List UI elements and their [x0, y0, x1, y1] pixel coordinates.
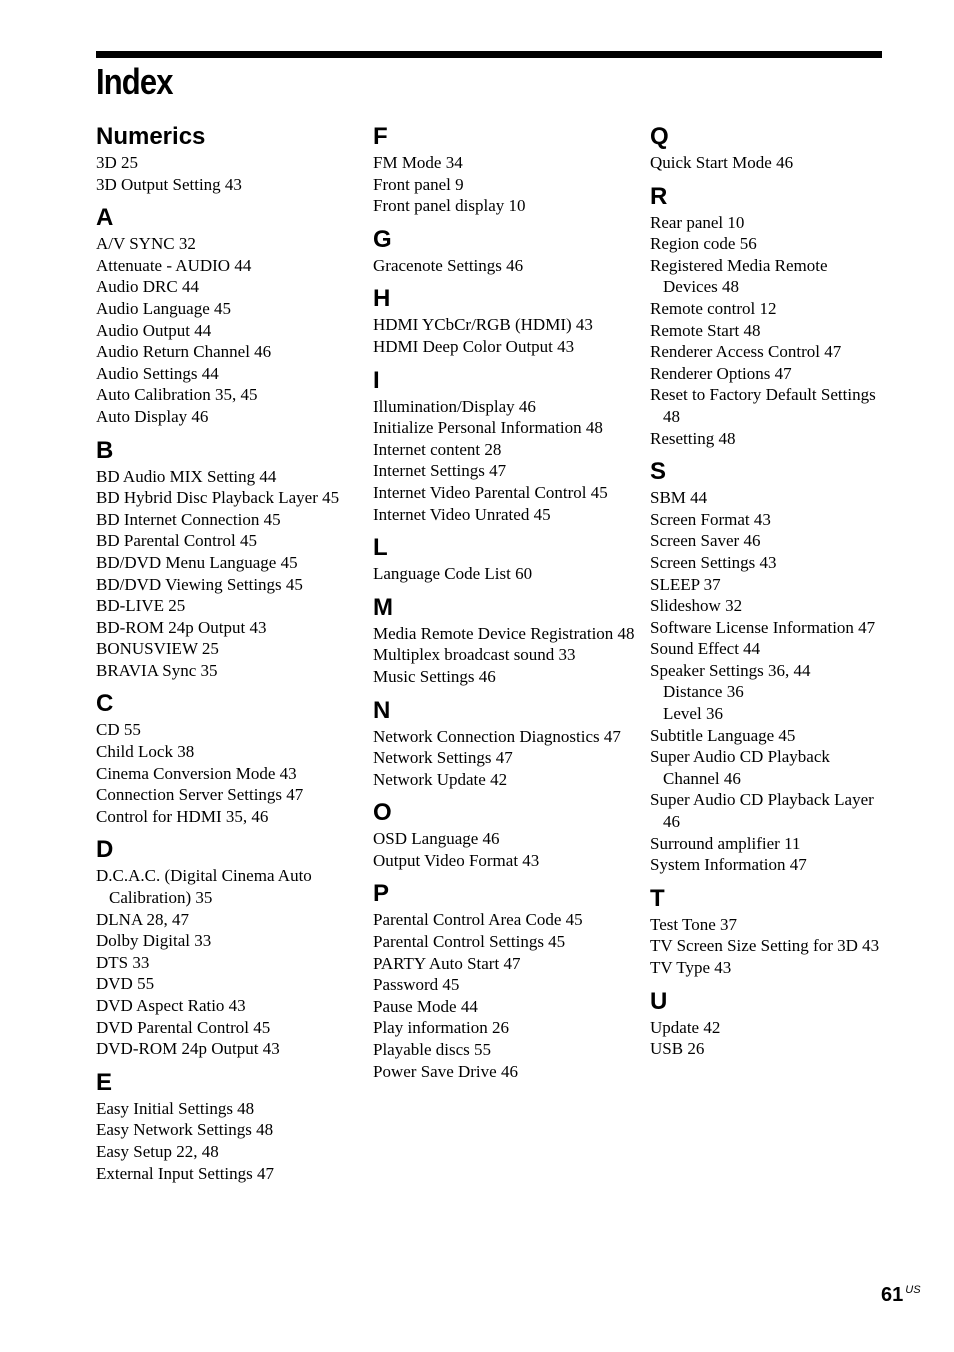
- index-entry: Pause Mode 44: [373, 996, 478, 1016]
- index-entry: Attenuate - AUDIO 44: [96, 255, 252, 275]
- index-entry: TV Screen Size Setting for 3D 43: [650, 936, 880, 956]
- index-entry: DVD 55: [96, 974, 155, 994]
- index-entry: Control for HDMI 35, 46: [96, 806, 269, 826]
- index-entry: Easy Initial Settings 48: [96, 1098, 255, 1118]
- index-section: [373, 877, 635, 1082]
- section-heading: F: [373, 123, 388, 150]
- index-entry: Child Lock 38: [96, 742, 195, 762]
- index-section: [650, 120, 882, 174]
- index-entry: Sound Effect 44: [650, 639, 761, 659]
- index-entry: HDMI YCbCr/RGB (HDMI) 43: [373, 315, 593, 335]
- section-heading: Q: [650, 123, 669, 150]
- index-entry: BD/DVD Menu Language 45: [96, 552, 298, 572]
- index-section: [373, 282, 635, 357]
- index-entry: CD 55: [96, 720, 141, 740]
- section-heading: P: [373, 880, 390, 908]
- index-entry: Parental Control Settings 45: [373, 932, 566, 952]
- index-entry: Subtitle Language 45: [650, 725, 796, 745]
- index-entry: SBM 44: [650, 488, 708, 508]
- index-entry: Audio DRC 44: [96, 277, 199, 297]
- index-section: [96, 201, 358, 427]
- index-entry: Renderer Options 47: [650, 363, 792, 383]
- index-entry: USB 26: [650, 1039, 705, 1059]
- index-entry: Resetting 48: [650, 428, 736, 448]
- index-entry: Parental Control Area Code 45: [373, 910, 583, 930]
- index-entry: Power Save Drive 46: [373, 1061, 518, 1081]
- index-entry: Network Update 42: [373, 769, 508, 789]
- index-entry: Internet Video Parental Control 45: [373, 482, 608, 502]
- index-entry: Network Connection Diagnostics 47: [373, 726, 621, 746]
- index-entry: Media Remote Device Registration 48: [373, 623, 635, 643]
- index-entry: Easy Setup 22, 48: [96, 1141, 219, 1161]
- index-column-2: [373, 120, 635, 1088]
- index-entry: BRAVIA Sync 35: [96, 660, 218, 680]
- index-entry: Audio Settings 44: [96, 363, 219, 383]
- index-section: [373, 591, 635, 688]
- index-section: [650, 882, 882, 979]
- index-column-1: [96, 120, 358, 1190]
- index-entry: Internet Video Unrated 45: [373, 504, 551, 524]
- index-entry: Front panel 9: [373, 174, 464, 194]
- index-entry: BD/DVD Viewing Settings 45: [96, 574, 303, 594]
- index-entry: Quick Start Mode 46: [650, 153, 794, 172]
- section-heading: E: [96, 1068, 113, 1096]
- index-section: [373, 694, 635, 791]
- index-section: [96, 687, 358, 827]
- section-heading: H: [373, 285, 391, 313]
- section-heading: Numerics: [96, 123, 206, 150]
- index-entry: Network Settings 47: [373, 748, 513, 768]
- index-entry: TV Type 43: [650, 958, 732, 977]
- index-entry: Auto Calibration 35, 45: [96, 385, 258, 405]
- section-heading: U: [650, 987, 668, 1015]
- index-entry: Front panel display 10: [373, 196, 526, 216]
- section-heading: S: [650, 458, 667, 486]
- index-entry: Region code 56: [650, 234, 757, 254]
- index-entry: Playable discs 55: [373, 1040, 492, 1060]
- index-entry: Connection Server Settings 47: [96, 785, 304, 805]
- index-entry: PARTY Auto Start 47: [373, 953, 521, 973]
- page-title: Index: [96, 61, 173, 102]
- index-section: [96, 120, 358, 195]
- index-entry: Super Audio CD Playback Channel 46: [650, 747, 830, 788]
- section-heading: D: [96, 836, 114, 864]
- section-heading: A: [96, 204, 114, 232]
- index-entry: Remote control 12: [650, 298, 777, 318]
- title-rule: [96, 51, 882, 58]
- index-entry: Cinema Conversion Mode 43: [96, 763, 297, 783]
- section-heading: C: [96, 690, 114, 718]
- index-entry: 3D 25: [96, 153, 139, 172]
- index-entry: Internet content 28: [373, 439, 502, 459]
- index-section: [373, 796, 635, 871]
- index-entry: DVD Aspect Ratio 43: [96, 996, 246, 1015]
- index-entry: BD Parental Control 45: [96, 531, 258, 551]
- index-entry: Rear panel 10: [650, 212, 745, 232]
- index-column-3: [650, 120, 882, 1066]
- index-entry: Renderer Access Control 47: [650, 342, 842, 362]
- index-entry: Slideshow 32: [650, 596, 743, 616]
- index-section: [650, 985, 882, 1060]
- section-heading: N: [373, 696, 391, 724]
- section-heading: M: [373, 593, 393, 621]
- index-entry: SLEEP 37: [650, 574, 721, 594]
- index-entry: Test Tone 37: [650, 914, 738, 934]
- section-heading: L: [373, 534, 388, 562]
- index-entry: Password 45: [373, 975, 460, 995]
- index-entry: Super Audio CD Playback Layer 46: [650, 790, 874, 832]
- index-entry: DTS 33: [96, 952, 150, 972]
- section-heading: T: [650, 884, 665, 912]
- index-entry: BD-LIVE 25: [96, 596, 186, 616]
- index-entry: Surround amplifier 11: [650, 833, 801, 853]
- index-entry: Speaker Settings 36, 44: [650, 660, 811, 680]
- index-entry: Screen Settings 43: [650, 552, 777, 572]
- index-entry: Distance 36: [663, 682, 744, 702]
- index-entry: HDMI Deep Color Output 43: [373, 336, 575, 356]
- section-heading: G: [373, 225, 392, 253]
- index-entry: BONUSVIEW 25: [96, 639, 219, 659]
- index-entry: BD Internet Connection 45: [96, 509, 281, 529]
- page-number-value: 61: [881, 1284, 904, 1306]
- index-entry: Level 36: [663, 704, 723, 724]
- index-section: [373, 223, 635, 277]
- index-entry: Easy Network Settings 48: [96, 1120, 274, 1140]
- section-heading: O: [373, 799, 392, 827]
- index-entry: BD Audio MIX Setting 44: [96, 466, 277, 486]
- index-entry: Audio Output 44: [96, 320, 212, 340]
- index-section: [96, 434, 358, 682]
- index-entry: Screen Saver 46: [650, 531, 761, 551]
- index-section: [650, 455, 882, 876]
- index-entry: Play information 26: [373, 1018, 509, 1038]
- index-entry: OSD Language 46: [373, 829, 500, 849]
- index-section: [373, 364, 635, 526]
- index-section: [96, 1066, 358, 1184]
- index-entry: Audio Return Channel 46: [96, 342, 272, 362]
- index-entry: Dolby Digital 33: [96, 931, 212, 951]
- index-entry: Illumination/Display 46: [373, 396, 536, 416]
- section-heading: I: [373, 366, 380, 394]
- index-entry: Remote Start 48: [650, 320, 761, 340]
- index-entry: System Information 47: [650, 855, 807, 875]
- index-section: [650, 180, 882, 450]
- page-number-suffix: US: [905, 1284, 921, 1296]
- index-entry: Reset to Factory Default Settings 48: [650, 385, 876, 426]
- index-entry: DVD Parental Control 45: [96, 1017, 271, 1037]
- index-entry: Registered Media Remote Devices 48: [650, 255, 828, 297]
- index-entry: Multiplex broadcast sound 33: [373, 645, 576, 665]
- index-entry: A/V SYNC 32: [96, 234, 196, 254]
- index-entry: Screen Format 43: [650, 509, 771, 529]
- index-entry: DLNA 28, 47: [96, 909, 190, 929]
- index-entry: Initialize Personal Information 48: [373, 418, 603, 438]
- index-entry: D.C.A.C. (Digital Cinema Auto Calibration) 35: [96, 866, 312, 908]
- index-entry: BD Hybrid Disc Playback Layer 45: [96, 488, 340, 508]
- index-entry: 3D Output Setting 43: [96, 174, 242, 194]
- index-section: [96, 833, 358, 1059]
- index-entry: Output Video Format 43: [373, 850, 540, 870]
- index-entry: Auto Display 46: [96, 406, 209, 426]
- index-entry: BD-ROM 24p Output 43: [96, 617, 267, 637]
- index-entry: Software License Information 47: [650, 617, 876, 637]
- index-entry: Internet Settings 47: [373, 461, 507, 481]
- index-entry: Music Settings 46: [373, 666, 496, 686]
- index-section: [373, 531, 635, 585]
- index-section: [373, 120, 635, 217]
- index-entry: Gracenote Settings 46: [373, 255, 524, 275]
- index-entry: External Input Settings 47: [96, 1163, 275, 1183]
- page-number: [881, 1284, 921, 1307]
- index-entry: DVD-ROM 24p Output 43: [96, 1039, 280, 1059]
- section-heading: R: [650, 182, 668, 210]
- index-entry: Language Code List 60: [373, 564, 533, 584]
- index-entry: Audio Language 45: [96, 298, 232, 318]
- index-entry: FM Mode 34: [373, 153, 463, 172]
- index-entry: Update 42: [650, 1017, 721, 1037]
- section-heading: B: [96, 436, 114, 464]
